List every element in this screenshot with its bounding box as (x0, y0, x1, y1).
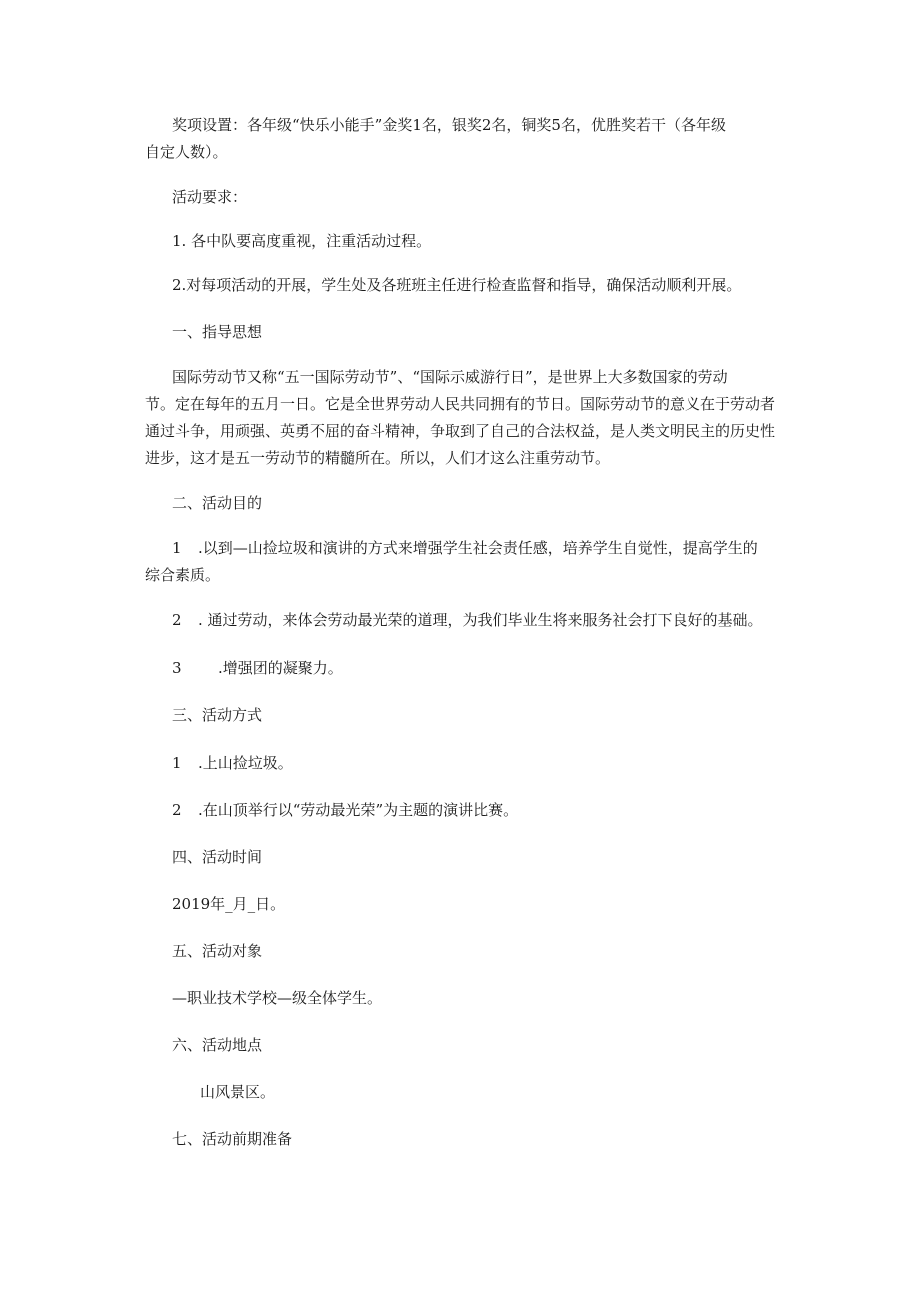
goal-3-text: .增强团的凝聚力。 (218, 659, 343, 677)
section7-heading: 七、活动前期准备 (172, 1130, 293, 1148)
goal-3-number: 3 (172, 659, 182, 677)
section1-line-1: 国际劳动节又称“五一国际劳动节”、“国际示威游行日”，是世界上大多数国家的劳动 (172, 368, 728, 386)
section3-heading: 三、活动方式 (172, 706, 263, 724)
goal-1 (172, 535, 782, 562)
section4-heading: 四、活动时间 (172, 848, 263, 866)
section1-heading: 一、指导思想 (172, 323, 263, 341)
method-2-text: .在山顶举行以“劳动最光荣”为主题的演讲比赛。 (198, 801, 519, 819)
goal-3 (172, 655, 782, 682)
goal-2-number: 2 (172, 611, 182, 629)
goal-1-text: .以到—山捡垃圾和演讲的方式来增强学生社会责任感，培养学生自觉性，提高学生的 (198, 539, 758, 557)
method-2-number: 2 (172, 801, 182, 819)
target-text: —职业技术学校—级全体学生。 (172, 989, 383, 1007)
method-1 (172, 750, 782, 777)
goal-1-number: 1 (172, 539, 182, 557)
requirement-2: 2.对每项活动的开展，学生处及各班班主任进行检查监督和指导，确保活动顺利开展。 (172, 276, 742, 294)
goal-2 (172, 607, 782, 634)
goal-1-line-2: 综合素质。 (145, 566, 221, 584)
requirement-1: 1. 各中队要高度重视，注重活动过程。 (172, 232, 432, 250)
method-1-text: .上山捡垃圾。 (198, 754, 293, 772)
award-line-2: 自定人数）。 (145, 143, 228, 161)
section1-line-3: 通过斗争，用顽强、英勇不屈的奋斗精神，争取到了自己的合法权益，是人类文明民主的历史性 (145, 422, 776, 440)
section1-line-2: 节。定在每年的五月一日。它是全世界劳动人民共同拥有的节日。国际劳动节的意义在于劳动者 (145, 395, 776, 413)
method-1-number: 1 (172, 754, 182, 772)
section1-line-4: 进步，这才是五一劳动节的精髓所在。所以，人们才这么注重劳动节。 (145, 449, 611, 467)
section6-heading: 六、活动地点 (172, 1036, 263, 1054)
method-2 (172, 797, 782, 824)
section5-heading: 五、活动对象 (172, 942, 263, 960)
location-text: 山风景区。 (200, 1083, 276, 1101)
goal-2-text: . 通过劳动，来体会劳动最光荣的道理，为我们毕业生将来服务社会打下良好的基础。 (198, 611, 763, 629)
time-text: 2019年_月_日。 (172, 895, 286, 913)
section2-heading: 二、活动目的 (172, 494, 263, 512)
award-line-1: 奖项设置：各年级“快乐小能手”金奖1名，银奖2名，铜奖5名，优胜奖若干（各年级 (172, 116, 726, 134)
requirements-heading: 活动要求： (172, 188, 248, 206)
